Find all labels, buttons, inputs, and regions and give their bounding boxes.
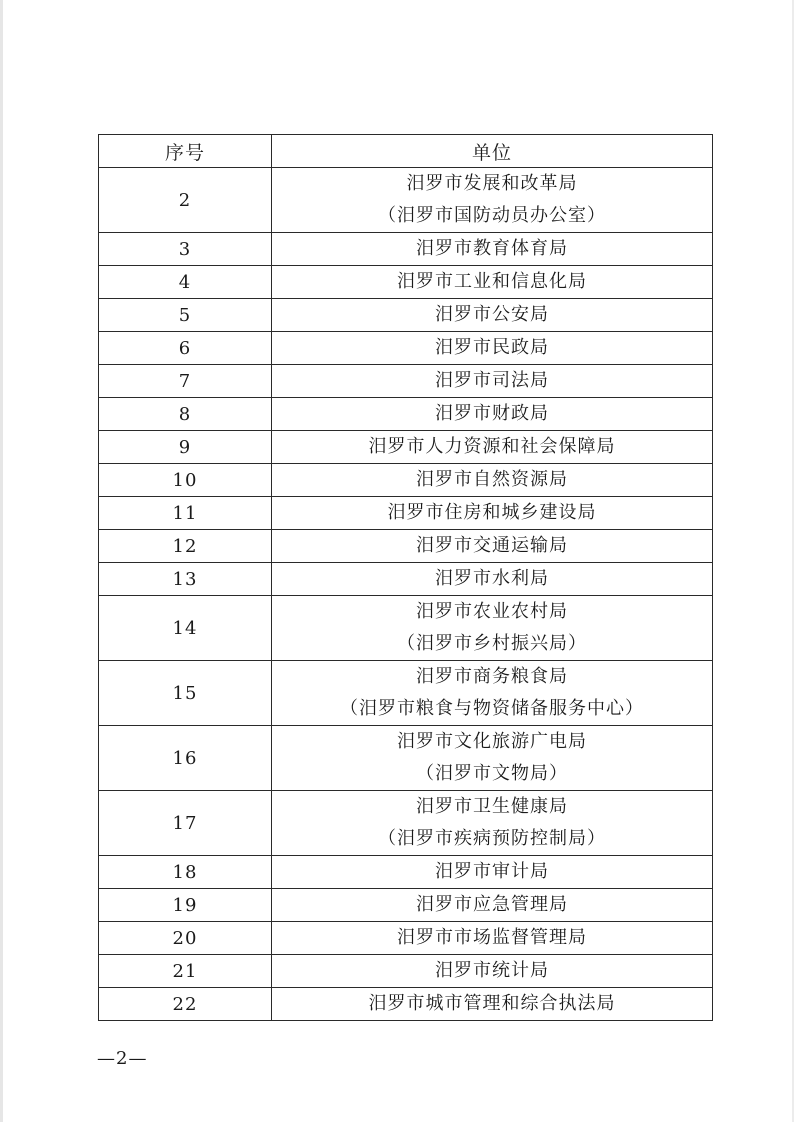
serial-number-cell: 10 [99,464,272,497]
unit-cell [272,988,713,1021]
unit-cell [272,856,713,889]
unit-cell [272,299,713,332]
table-row [99,464,713,497]
table-row [99,431,713,464]
unit-cell [272,168,713,233]
serial-number-cell: 2 [99,168,272,233]
unit-cell [272,530,713,563]
table-row [99,726,713,791]
serial-number-cell: 11 [99,497,272,530]
unit-name-line: 汨罗市城市管理和综合执法局 [368,993,616,1014]
table-row [99,596,713,661]
unit-name-line: 汨罗市文化旅游广电局 [397,731,587,752]
serial-number-cell: 20 [99,922,272,955]
table-body [99,168,713,1021]
unit-cell [272,365,713,398]
unit-name-line: 汨罗市发展和改革局 [406,173,578,194]
table-row [99,530,713,563]
serial-number-cell: 17 [99,791,272,856]
serial-number-cell: 21 [99,955,272,988]
unit-name-line: 汨罗市住房和城乡建设局 [387,502,597,523]
unit-name-line: 汨罗市教育体育局 [416,238,568,259]
serial-number-cell: 19 [99,889,272,922]
serial-number-cell: 8 [99,398,272,431]
unit-name-line: （汨罗市乡村振兴局） [397,633,587,654]
unit-name-line: 汨罗市商务粮食局 [416,666,568,687]
unit-cell [272,233,713,266]
unit-cell [272,889,713,922]
table-row [99,266,713,299]
serial-number-cell: 6 [99,332,272,365]
table-row [99,791,713,856]
unit-name-line: 汨罗市财政局 [435,403,549,424]
unit-cell [272,955,713,988]
unit-name-line: 汨罗市卫生健康局 [416,796,568,817]
unit-name-line: 汨罗市自然资源局 [416,469,568,490]
table-row [99,398,713,431]
table-row [99,497,713,530]
header-serial-number: 序号 [99,135,272,168]
unit-cell [272,791,713,856]
unit-name-line: 汨罗市水利局 [435,568,549,589]
unit-name-line: 汨罗市交通运输局 [416,535,568,556]
serial-number-cell: 18 [99,856,272,889]
unit-cell [272,922,713,955]
table-row [99,563,713,596]
table-row [99,922,713,955]
unit-cell [272,497,713,530]
serial-number-cell: 13 [99,563,272,596]
serial-number-cell: 9 [99,431,272,464]
unit-cell [272,661,713,726]
table-row [99,856,713,889]
serial-number-cell: 12 [99,530,272,563]
table-row [99,661,713,726]
serial-number-cell: 5 [99,299,272,332]
unit-name-line: 汨罗市司法局 [435,370,549,391]
unit-cell [272,431,713,464]
table-row [99,889,713,922]
table-row [99,168,713,233]
unit-name-line: （汨罗市粮食与物资储备服务中心） [340,698,644,719]
unit-name-line: 汨罗市公安局 [435,304,549,325]
unit-cell [272,266,713,299]
unit-name-line: 汨罗市统计局 [435,960,549,981]
unit-cell [272,398,713,431]
units-table [98,134,713,1021]
serial-number-cell: 14 [99,596,272,661]
unit-name-line: 汨罗市审计局 [435,861,549,882]
serial-number-cell: 3 [99,233,272,266]
unit-name-line: 汨罗市民政局 [435,337,549,358]
unit-name-line: 汨罗市工业和信息化局 [397,271,587,292]
unit-name-line: 汨罗市人力资源和社会保障局 [368,436,616,457]
header-unit: 单位 [272,135,713,168]
unit-cell [272,464,713,497]
unit-cell [272,726,713,791]
unit-cell [272,596,713,661]
table-row [99,365,713,398]
table-row [99,233,713,266]
unit-name-line: 汨罗市应急管理局 [416,894,568,915]
table-row [99,988,713,1021]
table-header-row [99,135,713,168]
serial-number-cell: 16 [99,726,272,791]
serial-number-cell: 15 [99,661,272,726]
unit-name-line: （汨罗市文物局） [416,763,568,784]
unit-cell [272,332,713,365]
unit-name-line: 汨罗市市场监督管理局 [397,927,587,948]
table-row [99,299,713,332]
serial-number-cell: 4 [99,266,272,299]
serial-number-cell: 7 [99,365,272,398]
table-row [99,332,713,365]
unit-cell [272,563,713,596]
unit-name-line: 汨罗市农业农村局 [416,601,568,622]
table-row [99,955,713,988]
page-number: —2— [97,1048,148,1069]
serial-number-cell: 22 [99,988,272,1021]
unit-name-line: （汨罗市国防动员办公室） [378,205,606,226]
unit-name-line: （汨罗市疾病预防控制局） [378,828,606,849]
